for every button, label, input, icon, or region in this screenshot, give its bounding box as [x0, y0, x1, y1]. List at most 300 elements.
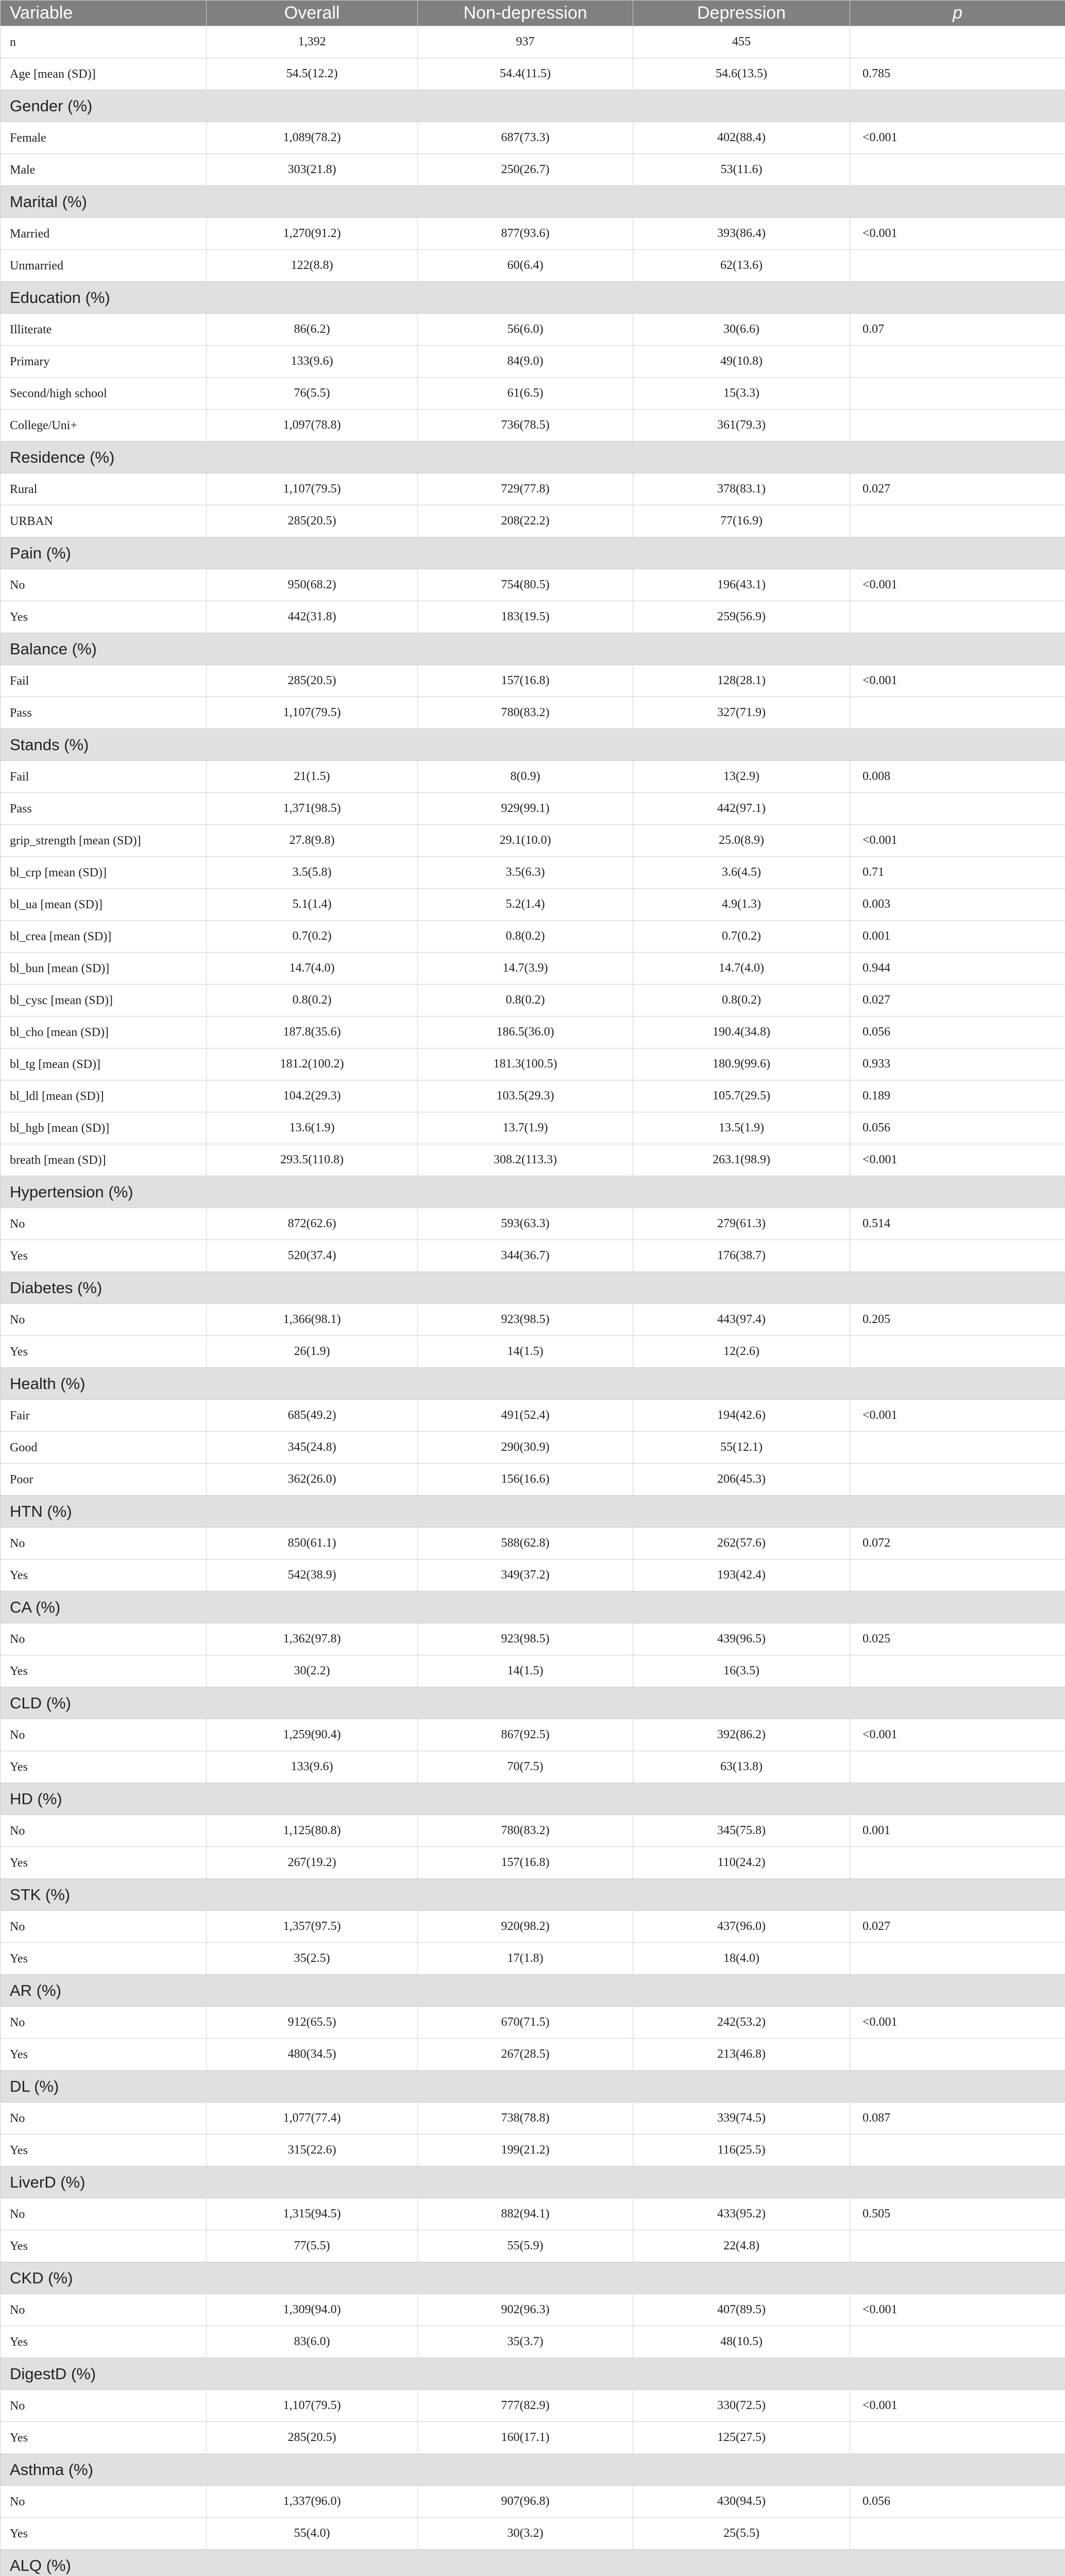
table-row — [1, 505, 1065, 537]
table-row — [1, 1400, 1065, 1432]
table-row — [1, 1016, 1065, 1048]
section-label: DL (%) — [1, 2071, 1065, 2103]
section-label: Education (%) — [1, 282, 1065, 314]
header-non-depression: Non-depression — [418, 1, 633, 26]
depression-cell: 53(11.6) — [633, 154, 850, 186]
row-label: Second/high school — [1, 378, 207, 410]
overall-cell: 1,309(94.0) — [207, 2294, 418, 2326]
overall-cell: 1,362(97.8) — [207, 1623, 418, 1655]
section-header-row — [1, 729, 1065, 761]
non-depression-cell: 907(96.8) — [418, 2486, 633, 2518]
depression-cell: 330(72.5) — [633, 2390, 850, 2422]
table-row — [1, 985, 1065, 1016]
row-label: n — [1, 26, 207, 58]
p-value-cell: <0.001 — [850, 2007, 1065, 2039]
depression-cell: 180.9(99.6) — [633, 1048, 850, 1080]
p-value-cell — [850, 1847, 1065, 1879]
row-label: bl_bun [mean (SD)] — [1, 953, 207, 985]
overall-cell: 30(2.2) — [207, 1655, 418, 1687]
p-value-cell: 0.001 — [850, 1815, 1065, 1847]
section-header-row — [1, 2071, 1065, 2103]
non-depression-cell: 14(1.5) — [418, 1655, 633, 1687]
row-label: Yes — [1, 1240, 207, 1272]
non-depression-cell: 8(0.9) — [418, 761, 633, 793]
depression-cell: 0.7(0.2) — [633, 921, 850, 953]
row-label: Pass — [1, 697, 207, 729]
depression-cell: 13(2.9) — [633, 761, 850, 793]
table-row — [1, 314, 1065, 346]
p-value-cell — [850, 697, 1065, 729]
non-depression-cell: 181.3(100.5) — [418, 1048, 633, 1080]
non-depression-cell: 61(6.5) — [418, 378, 633, 410]
non-depression-cell: 588(62.8) — [418, 1528, 633, 1560]
table-row — [1, 2486, 1065, 2518]
p-value-cell: <0.001 — [850, 825, 1065, 857]
section-header-row — [1, 2454, 1065, 2486]
non-depression-cell: 736(78.5) — [418, 410, 633, 442]
section-header-row — [1, 2262, 1065, 2294]
overall-cell: 122(8.8) — [207, 250, 418, 282]
non-depression-cell: 14.7(3.9) — [418, 953, 633, 985]
p-value-cell: 0.205 — [850, 1304, 1065, 1336]
overall-cell: 1,366(98.1) — [207, 1304, 418, 1336]
p-value-cell — [850, 250, 1065, 282]
row-label: Yes — [1, 1847, 207, 1879]
row-label: No — [1, 2198, 207, 2230]
row-label: bl_ldl [mean (SD)] — [1, 1080, 207, 1112]
row-label: grip_strength [mean (SD)] — [1, 825, 207, 857]
row-label: bl_crp [mean (SD)] — [1, 857, 207, 889]
row-label: No — [1, 1528, 207, 1560]
depression-cell: 196(43.1) — [633, 569, 850, 601]
non-depression-cell: 290(30.9) — [418, 1432, 633, 1464]
table-row — [1, 1719, 1065, 1751]
section-header-row — [1, 1687, 1065, 1719]
depression-cell: 361(79.3) — [633, 410, 850, 442]
non-depression-cell: 199(21.2) — [418, 2134, 633, 2166]
table-row — [1, 761, 1065, 793]
overall-cell: 133(9.6) — [207, 346, 418, 378]
overall-cell: 285(20.5) — [207, 505, 418, 537]
overall-cell: 285(20.5) — [207, 2422, 418, 2454]
non-depression-cell: 56(6.0) — [418, 314, 633, 346]
table-row — [1, 26, 1065, 58]
depression-cell: 439(96.5) — [633, 1623, 850, 1655]
section-label: DigestD (%) — [1, 2358, 1065, 2390]
depression-cell: 128(28.1) — [633, 665, 850, 697]
non-depression-cell: 902(96.3) — [418, 2294, 633, 2326]
depression-cell: 263.1(98.9) — [633, 1144, 850, 1176]
row-label: Yes — [1, 2230, 207, 2262]
non-depression-cell: 60(6.4) — [418, 250, 633, 282]
non-depression-cell: 882(94.1) — [418, 2198, 633, 2230]
non-depression-cell: 738(78.8) — [418, 2103, 633, 2134]
section-header-row — [1, 633, 1065, 665]
section-label: STK (%) — [1, 1879, 1065, 1911]
row-label: URBAN — [1, 505, 207, 537]
p-value-cell: 0.003 — [850, 889, 1065, 921]
section-header-row — [1, 1496, 1065, 1528]
section-header-row — [1, 2550, 1065, 2576]
overall-cell: 35(2.5) — [207, 1943, 418, 1975]
p-value-cell: 0.056 — [850, 1016, 1065, 1048]
p-value-cell — [850, 505, 1065, 537]
table-row — [1, 953, 1065, 985]
depression-cell: 176(38.7) — [633, 1240, 850, 1272]
non-depression-cell: 156(16.6) — [418, 1464, 633, 1496]
depression-cell: 12(2.6) — [633, 1336, 850, 1368]
p-value-cell: 0.71 — [850, 857, 1065, 889]
depression-cell: 190.4(34.8) — [633, 1016, 850, 1048]
non-depression-cell: 937 — [418, 26, 633, 58]
overall-cell: 0.7(0.2) — [207, 921, 418, 953]
table-row — [1, 410, 1065, 442]
row-label: Illiterate — [1, 314, 207, 346]
section-label: Residence (%) — [1, 442, 1065, 473]
non-depression-cell: 777(82.9) — [418, 2390, 633, 2422]
depression-cell: 25.0(8.9) — [633, 825, 850, 857]
p-value-cell: <0.001 — [850, 218, 1065, 250]
depression-cell: 213(46.8) — [633, 2039, 850, 2071]
section-label: ALQ (%) — [1, 2550, 1065, 2576]
table-row — [1, 1847, 1065, 1879]
overall-cell: 480(34.5) — [207, 2039, 418, 2071]
p-value-cell: 0.027 — [850, 473, 1065, 505]
overall-cell: 1,315(94.5) — [207, 2198, 418, 2230]
table-row — [1, 2518, 1065, 2550]
table-row — [1, 1623, 1065, 1655]
non-depression-cell: 308.2(113.3) — [418, 1144, 633, 1176]
depression-cell: 0.8(0.2) — [633, 985, 850, 1016]
p-value-cell: 0.027 — [850, 985, 1065, 1016]
non-depression-cell: 923(98.5) — [418, 1304, 633, 1336]
non-depression-cell: 920(98.2) — [418, 1911, 633, 1943]
row-label: Yes — [1, 2422, 207, 2454]
table-row — [1, 601, 1065, 633]
section-header-row — [1, 186, 1065, 218]
overall-cell: 76(5.5) — [207, 378, 418, 410]
table-row — [1, 665, 1065, 697]
row-label: College/Uni+ — [1, 410, 207, 442]
row-label: Pass — [1, 793, 207, 825]
row-label: Good — [1, 1432, 207, 1464]
non-depression-cell: 157(16.8) — [418, 1847, 633, 1879]
row-label: Married — [1, 218, 207, 250]
non-depression-cell: 491(52.4) — [418, 1400, 633, 1432]
depression-cell: 62(13.6) — [633, 250, 850, 282]
non-depression-cell: 754(80.5) — [418, 569, 633, 601]
non-depression-cell: 35(3.7) — [418, 2326, 633, 2358]
table-row — [1, 1943, 1065, 1975]
non-depression-cell: 5.2(1.4) — [418, 889, 633, 921]
overall-cell: 133(9.6) — [207, 1751, 418, 1783]
row-label: Yes — [1, 2518, 207, 2550]
p-value-cell: 0.07 — [850, 314, 1065, 346]
table-row — [1, 250, 1065, 282]
row-label: bl_cho [mean (SD)] — [1, 1016, 207, 1048]
overall-cell: 0.8(0.2) — [207, 985, 418, 1016]
p-value-cell: 0.785 — [850, 58, 1065, 90]
p-value-cell: 0.027 — [850, 1911, 1065, 1943]
overall-cell: 1,337(96.0) — [207, 2486, 418, 2518]
overall-cell: 3.5(5.8) — [207, 857, 418, 889]
depression-cell: 279(61.3) — [633, 1208, 850, 1240]
row-label: Fail — [1, 665, 207, 697]
depression-cell: 4.9(1.3) — [633, 889, 850, 921]
row-label: No — [1, 569, 207, 601]
table-row — [1, 889, 1065, 921]
depression-cell: 49(10.8) — [633, 346, 850, 378]
section-header-row — [1, 1591, 1065, 1623]
p-value-cell — [850, 2230, 1065, 2262]
row-label: No — [1, 1623, 207, 1655]
p-value-cell — [850, 1464, 1065, 1496]
table-row — [1, 2007, 1065, 2039]
p-value-cell: <0.001 — [850, 2390, 1065, 2422]
overall-cell: 850(61.1) — [207, 1528, 418, 1560]
table-row — [1, 569, 1065, 601]
p-value-cell: 0.025 — [850, 1623, 1065, 1655]
overall-cell: 293.5(110.8) — [207, 1144, 418, 1176]
p-value-cell — [850, 378, 1065, 410]
p-value-cell — [850, 2326, 1065, 2358]
section-header-row — [1, 442, 1065, 473]
p-value-cell — [850, 1432, 1065, 1464]
overall-cell: 872(62.6) — [207, 1208, 418, 1240]
non-depression-cell: 349(37.2) — [418, 1560, 633, 1591]
p-value-cell: <0.001 — [850, 1144, 1065, 1176]
table-row — [1, 2039, 1065, 2071]
row-label: Primary — [1, 346, 207, 378]
section-header-row — [1, 1176, 1065, 1208]
depression-cell: 259(56.9) — [633, 601, 850, 633]
depression-cell: 437(96.0) — [633, 1911, 850, 1943]
section-label: Stands (%) — [1, 729, 1065, 761]
table-row — [1, 2390, 1065, 2422]
section-header-row — [1, 1879, 1065, 1911]
row-label: Yes — [1, 1943, 207, 1975]
non-depression-cell: 877(93.6) — [418, 218, 633, 250]
row-label: Fail — [1, 761, 207, 793]
depression-cell: 77(16.9) — [633, 505, 850, 537]
p-value-cell — [850, 2422, 1065, 2454]
non-depression-cell: 923(98.5) — [418, 1623, 633, 1655]
non-depression-cell: 160(17.1) — [418, 2422, 633, 2454]
p-value-cell: 0.514 — [850, 1208, 1065, 1240]
p-value-cell: 0.056 — [850, 1112, 1065, 1144]
overall-cell: 1,357(97.5) — [207, 1911, 418, 1943]
table-row — [1, 1751, 1065, 1783]
non-depression-cell: 29.1(10.0) — [418, 825, 633, 857]
table-row — [1, 1144, 1065, 1176]
table-row — [1, 218, 1065, 250]
table-row — [1, 122, 1065, 154]
row-label: No — [1, 2103, 207, 2134]
section-label: AR (%) — [1, 1975, 1065, 2007]
table-row — [1, 825, 1065, 857]
row-label: bl_cysc [mean (SD)] — [1, 985, 207, 1016]
non-depression-cell: 55(5.9) — [418, 2230, 633, 2262]
section-header-row — [1, 282, 1065, 314]
section-label: CLD (%) — [1, 1687, 1065, 1719]
table-row — [1, 346, 1065, 378]
row-label: Yes — [1, 2134, 207, 2166]
table-row — [1, 378, 1065, 410]
overall-cell: 55(4.0) — [207, 2518, 418, 2550]
overall-cell: 950(68.2) — [207, 569, 418, 601]
non-depression-cell: 344(36.7) — [418, 1240, 633, 1272]
overall-cell: 1,107(79.5) — [207, 697, 418, 729]
row-label: No — [1, 1719, 207, 1751]
p-value-cell: <0.001 — [850, 122, 1065, 154]
p-value-cell: <0.001 — [850, 1400, 1065, 1432]
section-label: CKD (%) — [1, 2262, 1065, 2294]
p-value-cell: <0.001 — [850, 1719, 1065, 1751]
non-depression-cell: 208(22.2) — [418, 505, 633, 537]
p-value-cell — [850, 601, 1065, 633]
row-label: No — [1, 1815, 207, 1847]
p-value-cell: 0.087 — [850, 2103, 1065, 2134]
depression-cell: 22(4.8) — [633, 2230, 850, 2262]
section-header-row — [1, 1272, 1065, 1304]
section-label: Hypertension (%) — [1, 1176, 1065, 1208]
table-row — [1, 1304, 1065, 1336]
non-depression-cell: 0.8(0.2) — [418, 985, 633, 1016]
p-value-cell: <0.001 — [850, 665, 1065, 697]
depression-cell: 392(86.2) — [633, 1719, 850, 1751]
table-row — [1, 857, 1065, 889]
row-label: No — [1, 2007, 207, 2039]
section-header-row — [1, 2166, 1065, 2198]
depression-cell: 105.7(29.5) — [633, 1080, 850, 1112]
depression-cell: 407(89.5) — [633, 2294, 850, 2326]
non-depression-cell: 183(19.5) — [418, 601, 633, 633]
depression-cell: 442(97.1) — [633, 793, 850, 825]
p-value-cell: 0.189 — [850, 1080, 1065, 1112]
depression-cell: 242(53.2) — [633, 2007, 850, 2039]
p-value-cell: 0.072 — [850, 1528, 1065, 1560]
overall-cell: 13.6(1.9) — [207, 1112, 418, 1144]
p-value-cell — [850, 26, 1065, 58]
row-label: Age [mean (SD)] — [1, 58, 207, 90]
row-label: Male — [1, 154, 207, 186]
row-label: Yes — [1, 1336, 207, 1368]
table-row — [1, 1048, 1065, 1080]
depression-cell: 15(3.3) — [633, 378, 850, 410]
non-depression-cell: 186.5(36.0) — [418, 1016, 633, 1048]
table-row — [1, 2422, 1065, 2454]
row-label: Female — [1, 122, 207, 154]
overall-cell: 5.1(1.4) — [207, 889, 418, 921]
depression-cell: 402(88.4) — [633, 122, 850, 154]
p-value-cell: 0.944 — [850, 953, 1065, 985]
table-row — [1, 2134, 1065, 2166]
overall-cell: 1,392 — [207, 26, 418, 58]
overall-cell: 1,259(90.4) — [207, 1719, 418, 1751]
header-p-value: p — [850, 1, 1065, 26]
row-label: Unmarried — [1, 250, 207, 282]
overall-cell: 54.5(12.2) — [207, 58, 418, 90]
depression-cell: 393(86.4) — [633, 218, 850, 250]
p-value-cell — [850, 1943, 1065, 1975]
p-value-cell — [850, 2134, 1065, 2166]
section-label: CA (%) — [1, 1591, 1065, 1623]
table-row — [1, 2103, 1065, 2134]
non-depression-cell: 30(3.2) — [418, 2518, 633, 2550]
row-label: Yes — [1, 1751, 207, 1783]
overall-cell: 104.2(29.3) — [207, 1080, 418, 1112]
depression-cell: 18(4.0) — [633, 1943, 850, 1975]
table-row — [1, 1208, 1065, 1240]
depression-cell: 455 — [633, 26, 850, 58]
p-value-cell — [850, 1751, 1065, 1783]
section-label: Gender (%) — [1, 90, 1065, 122]
non-depression-cell: 687(73.3) — [418, 122, 633, 154]
section-header-row — [1, 537, 1065, 569]
row-label: Yes — [1, 601, 207, 633]
table-row — [1, 1240, 1065, 1272]
overall-cell: 1,107(79.5) — [207, 473, 418, 505]
non-depression-cell: 867(92.5) — [418, 1719, 633, 1751]
overall-cell: 14.7(4.0) — [207, 953, 418, 985]
row-label: Yes — [1, 1560, 207, 1591]
row-label: Rural — [1, 473, 207, 505]
p-value-cell — [850, 410, 1065, 442]
table-row — [1, 1911, 1065, 1943]
overall-cell: 1,089(78.2) — [207, 122, 418, 154]
overall-cell: 27.8(9.8) — [207, 825, 418, 857]
table-row — [1, 697, 1065, 729]
non-depression-cell: 780(83.2) — [418, 1815, 633, 1847]
table-row — [1, 921, 1065, 953]
p-value-cell: 0.505 — [850, 2198, 1065, 2230]
non-depression-cell: 13.7(1.9) — [418, 1112, 633, 1144]
header-row — [1, 1, 1065, 26]
depression-cell: 327(71.9) — [633, 697, 850, 729]
overall-cell: 21(1.5) — [207, 761, 418, 793]
overall-cell: 83(6.0) — [207, 2326, 418, 2358]
table-row — [1, 2294, 1065, 2326]
table-row — [1, 1815, 1065, 1847]
depression-cell: 3.6(4.5) — [633, 857, 850, 889]
p-value-cell: <0.001 — [850, 569, 1065, 601]
depression-cell: 125(27.5) — [633, 2422, 850, 2454]
section-label: Balance (%) — [1, 633, 1065, 665]
row-label: Poor — [1, 1464, 207, 1496]
overall-cell: 315(22.6) — [207, 2134, 418, 2166]
depression-cell: 339(74.5) — [633, 2103, 850, 2134]
p-value-cell: <0.001 — [850, 2294, 1065, 2326]
table-row — [1, 1528, 1065, 1560]
row-label: No — [1, 1304, 207, 1336]
table-row — [1, 2230, 1065, 2262]
depression-cell: 55(12.1) — [633, 1432, 850, 1464]
row-label: bl_tg [mean (SD)] — [1, 1048, 207, 1080]
overall-cell: 86(6.2) — [207, 314, 418, 346]
non-depression-cell: 780(83.2) — [418, 697, 633, 729]
non-depression-cell: 729(77.8) — [418, 473, 633, 505]
row-label: No — [1, 1208, 207, 1240]
non-depression-cell: 670(71.5) — [418, 2007, 633, 2039]
overall-cell: 912(65.5) — [207, 2007, 418, 2039]
p-value-cell — [850, 346, 1065, 378]
non-depression-cell: 157(16.8) — [418, 665, 633, 697]
non-depression-cell: 84(9.0) — [418, 346, 633, 378]
depression-cell: 14.7(4.0) — [633, 953, 850, 985]
table-row — [1, 2326, 1065, 2358]
section-header-row — [1, 90, 1065, 122]
table-row — [1, 1655, 1065, 1687]
